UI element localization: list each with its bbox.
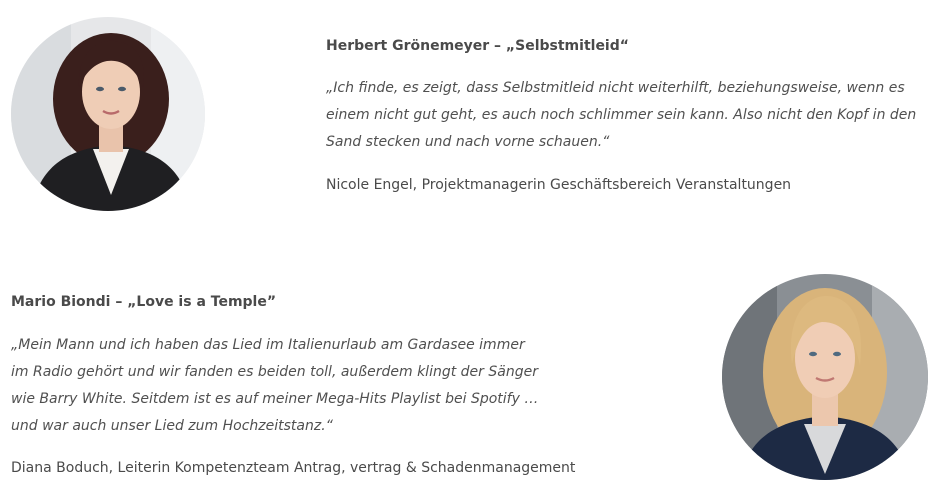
testimonial-quote: „Ich finde, es zeigt, dass Selbstmitleid nicht weiterhilft, beziehungsweise, wenn es einem nicht gut geht, es auch noch schlimmer sein kann. Also nicht den Kopf in den Sand stecken und nach vorne schauen.“	[326, 80, 917, 150]
portrait-image	[722, 274, 928, 480]
testimonial-author: Nicole Engel, Projektmanagerin Geschäftsbereich Veranstaltungen	[326, 177, 792, 193]
avatar-photo-2	[722, 274, 928, 480]
avatar-photo-1	[11, 17, 205, 211]
testimonial-title: Herbert Grönemeyer – „Selbstmitleid“	[326, 38, 629, 54]
testimonial-title: Mario Biondi – „Love is a Temple”	[11, 294, 277, 310]
testimonial-author: Diana Boduch, Leiterin Kompetenzteam Antrag, vertrag & Schadenmanagement	[11, 460, 576, 476]
portrait-image	[11, 17, 205, 211]
testimonial-quote: „Mein Mann und ich haben das Lied im Italienurlaub am Gardasee immer im Radio gehört und wir fanden es beiden toll, außerdem klingt der Sänger wie Barry White. Seitdem ist es auf meiner Mega-Hits Playlist bei Spotify … und war auch unser Lied zum Hochzeitstanz.“	[11, 337, 539, 434]
